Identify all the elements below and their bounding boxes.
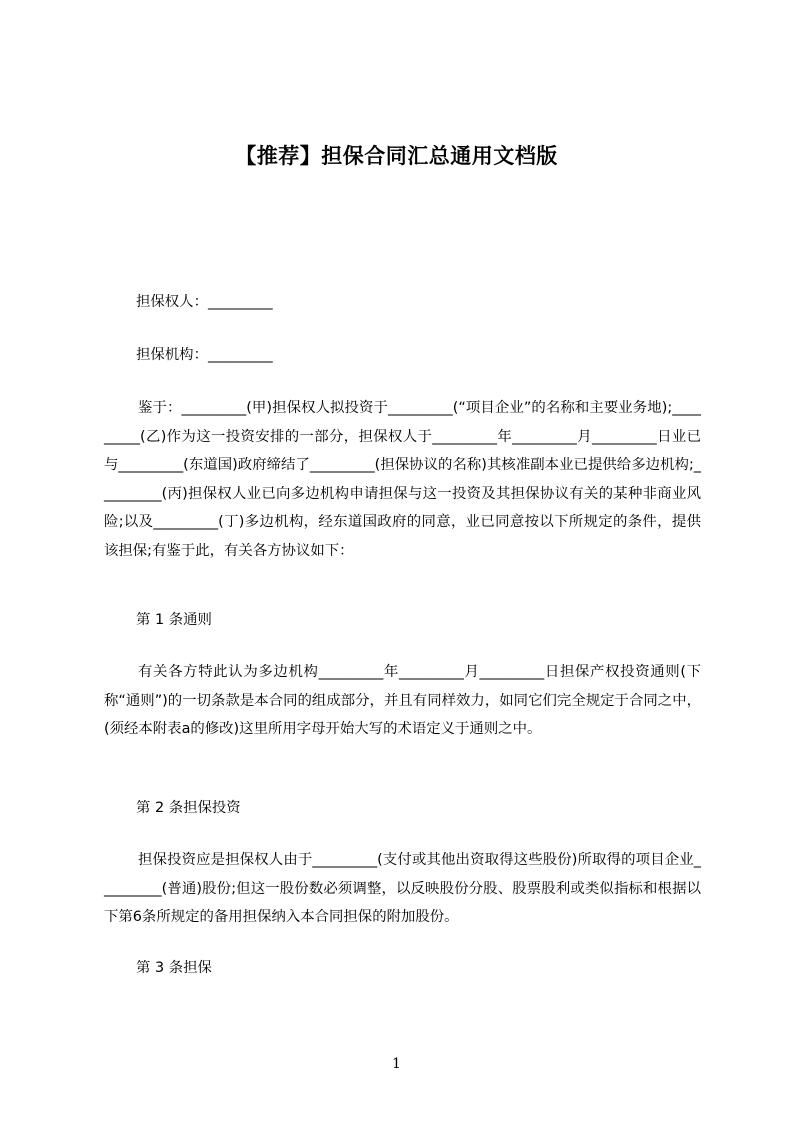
document-title: 【推荐】担保合同汇总通用文档版 [235, 144, 558, 168]
article-2-body: 担保投资应是担保权人由于_________(支付或其他出资取得这些股份)所取得的项目企业_________(普通)股份;但这一股份数必须调整，以反映股份分股、股票股利或类似指标和根据以下第6条所规定的备用担保纳入本合同担保的附加股份。 [104, 852, 701, 925]
article-3-heading: 第 3 条担保 [136, 960, 212, 976]
article-1-heading: 第 1 条通则 [136, 612, 212, 628]
guarantee-institution-field: 担保机构：_________ [136, 347, 273, 363]
guarantee-holder-field: 担保权人：_________ [136, 294, 273, 310]
article-2-heading: 第 2 条担保投资 [136, 800, 241, 816]
recitals-paragraph: 鉴于：_________(甲)担保权人拟投资于_________(“项目企业”的名称和主要业务地);_________(乙)作为这一投资安排的一部分，担保权人于_________年_________月_________日业已与_________(东道国)政府缔结了_________(担保协议的名称)其核准副本业已提供给多边机构;_________(丙)担保权人业已向多边机构申请担保与这一投资及其担保协议有关的某种非商业风险;以及_________(丁)多边机构，经东道国政府的同意，业已同意按以下所规定的条件，提供该担保;有鉴于此，有关各方协议如下： [104, 400, 701, 559]
page-number: 1 [392, 1056, 401, 1072]
article-1-body: 有关各方特此认为多边机构_________年_________月_________日担保产权投资通则(下称“通则”)的一切条款是本合同的组成部分，并且有同样效力，如同它们完全规定于合同之中，(须经本附表a的修改)这里所用字母开始大写的术语定义于通则之中。 [104, 664, 701, 737]
